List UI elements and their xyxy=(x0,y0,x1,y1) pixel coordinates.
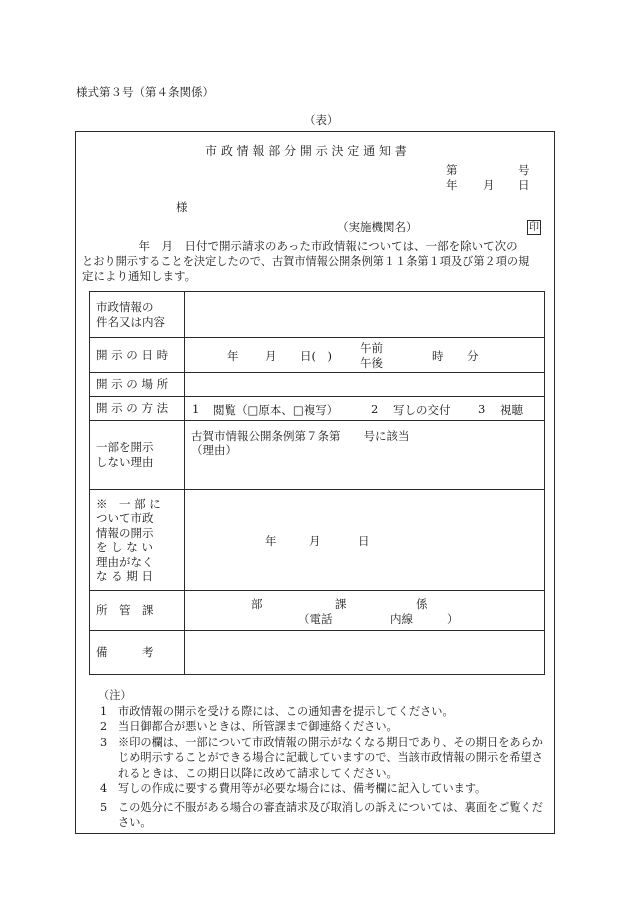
period-month: 月 xyxy=(309,533,321,548)
note-item xyxy=(98,781,548,797)
row-reason xyxy=(90,421,545,490)
details-table xyxy=(89,291,545,675)
note-text: この処分に不服がある場合の審査請求及び取消しの訴えについては、裏面をご覧ください。 xyxy=(118,800,543,829)
dept-ka: 課 xyxy=(335,596,347,611)
value-place[interactable] xyxy=(185,373,545,397)
datetime-minute: 分 xyxy=(467,349,479,363)
side-label: （表） xyxy=(304,113,339,127)
label-method: 開 示 の 方 法 xyxy=(90,397,185,421)
label-department: 所 管 課 xyxy=(90,591,185,631)
date-year: 年 xyxy=(446,178,458,192)
row-remarks xyxy=(90,631,545,675)
label-subject xyxy=(90,292,185,338)
value-datetime[interactable] xyxy=(185,338,545,373)
value-department[interactable] xyxy=(185,591,545,631)
body-text-line3: 定により通知します。 xyxy=(82,269,197,283)
body-text-line1: 年 月 日付で開示請求のあった市政情報については、一部を除いて次の xyxy=(127,239,518,253)
note-text: 市政情報の開示を受ける際には、この通知書を提示してください。 xyxy=(118,704,454,718)
note-text: 写しの作成に要する費用等が必要な場合には、備考欄に記入しています。 xyxy=(118,782,487,795)
note-number: 4 xyxy=(100,782,108,795)
method-opt2-num: 2 xyxy=(371,401,379,416)
note-item xyxy=(98,735,548,782)
label-reason-line1: 一部を開示 xyxy=(96,440,154,454)
datetime-pm: 午後 xyxy=(360,356,383,370)
label-remarks: 備 考 xyxy=(90,631,185,675)
value-period[interactable] xyxy=(185,490,545,591)
notes-heading: （注） xyxy=(98,689,132,702)
reason-text1: 古賀市情報公開条例第７条第 号に該当 xyxy=(191,429,410,443)
dept-phone: （電話 xyxy=(298,611,333,626)
datetime-day: 日( ) xyxy=(300,349,332,363)
datetime-am: 午前 xyxy=(360,341,383,355)
label-datetime: 開 示 の 日 時 xyxy=(90,338,185,373)
seal-mark-text: 印 xyxy=(529,222,539,233)
datetime-month: 月 xyxy=(265,349,277,363)
note-number: 5 xyxy=(100,800,108,814)
value-subject[interactable] xyxy=(185,292,545,338)
label-period-line4: を し な い xyxy=(96,540,153,554)
value-method[interactable] xyxy=(185,397,545,421)
note-item xyxy=(98,800,548,831)
form-number: 様式第３号（第４条関係） xyxy=(76,85,214,99)
note-number: 1 xyxy=(100,704,108,718)
issuer-name: （実施機関名） xyxy=(337,220,418,234)
label-subject-line2: 件名又は内容 xyxy=(96,314,165,329)
period-year: 年 xyxy=(265,533,277,548)
label-subject-line1: 市政情報の xyxy=(96,299,154,314)
reason-text2: （理由） xyxy=(191,443,237,457)
note-number: 2 xyxy=(100,720,108,733)
number-dai: 第 xyxy=(446,163,458,177)
note-item xyxy=(98,704,548,720)
method-opt3-num: 3 xyxy=(478,401,486,416)
date-day: 日 xyxy=(518,178,530,192)
document-title: 市 政 情 報 部 分 開 示 決 定 通 知 書 xyxy=(205,144,407,158)
dept-bu: 部 xyxy=(251,596,263,611)
label-period-line5: 理由がなく xyxy=(96,554,154,569)
date-month: 月 xyxy=(483,178,495,192)
label-period xyxy=(90,490,185,591)
row-subject xyxy=(90,292,545,338)
note-text: 当日御都合が悪いときは、所管課まで御連絡ください。 xyxy=(118,720,398,733)
body-text-line2: とおり開示することを決定したので、古賀市情報公開条例第１１条第１項及び第２項の規 xyxy=(82,255,530,268)
method-opt3: 視聴 xyxy=(500,402,523,417)
datetime-year: 年 xyxy=(227,349,239,363)
label-period-line1: ※ 一 部 に xyxy=(96,496,161,511)
value-remarks[interactable] xyxy=(185,631,545,675)
label-reason-line2: しない理由 xyxy=(96,455,154,469)
number-go: 号 xyxy=(518,163,530,177)
dept-ext: 内線 xyxy=(390,611,413,626)
row-datetime xyxy=(90,338,545,373)
addressee-suffix: 様 xyxy=(176,200,188,214)
label-period-line2: ついて市政 xyxy=(96,511,154,525)
method-opt2: 写しの交付 xyxy=(393,402,451,417)
label-place: 開 示 の 場 所 xyxy=(90,373,185,397)
label-reason xyxy=(90,421,185,490)
row-place xyxy=(90,373,545,397)
note-item xyxy=(98,719,548,735)
note-number: 3 xyxy=(100,735,108,749)
datetime-hour: 時 xyxy=(432,349,444,363)
row-method xyxy=(90,397,545,421)
value-reason[interactable] xyxy=(185,421,545,490)
row-period xyxy=(90,490,545,591)
dept-close: ） xyxy=(447,611,459,626)
method-opt1-num: 1 xyxy=(192,401,200,416)
label-period-line6: な る 期 日 xyxy=(96,569,153,583)
note-text: ※印の欄は、一部について市政情報の開示がなくなる期日であり、その期日をあらかじめ明示することができる場合に記載していますので、当該市政情報の開示を希望されるときは、この期日以降に改めて請求してください。 xyxy=(118,735,543,780)
seal-mark xyxy=(527,219,541,235)
row-department xyxy=(90,591,545,631)
method-opt1: 閲覧（□原本、□複写） xyxy=(213,402,339,417)
notes-section xyxy=(98,688,548,831)
period-day: 日 xyxy=(358,533,370,548)
label-period-line3: 情報の開示 xyxy=(96,525,154,540)
dept-kakari: 係 xyxy=(416,596,428,611)
